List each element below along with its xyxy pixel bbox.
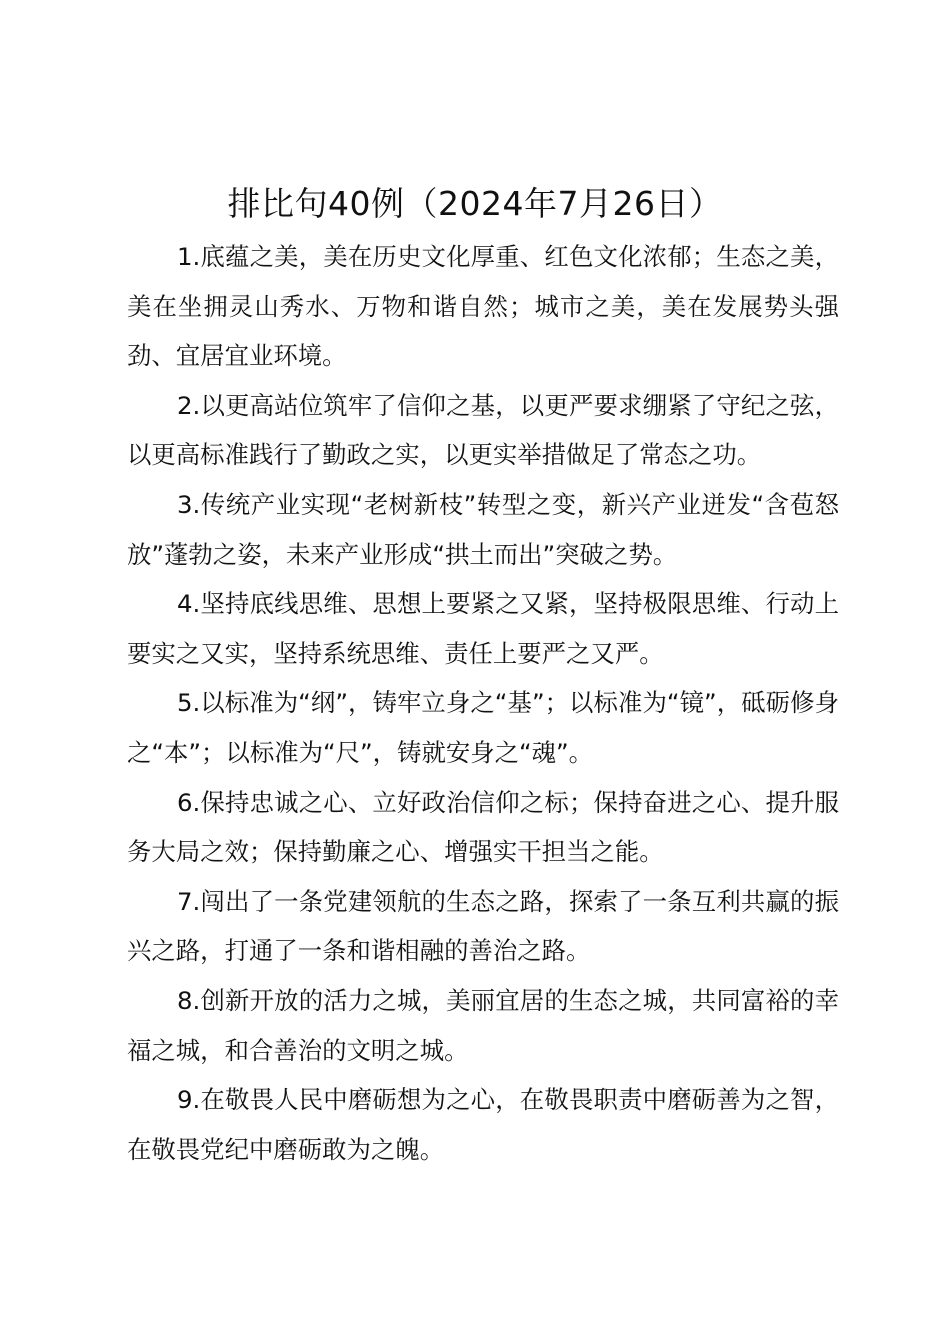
paragraph-7: 7.闯出了一条党建领航的生态之路，探索了一条互利共赢的振兴之路，打通了一条和谐相融的善治之路。 (127, 886, 839, 966)
paragraph-6: 6.保持忠诚之心、立好政治信仰之标；保持奋进之心、提升服务大局之效；保持勤廉之心、增强实干担当之能。 (127, 787, 839, 867)
paragraph-4: 4.坚持底线思维、思想上要紧之又紧，坚持极限思维、行动上要实之又实，坚持系统思维、责任上要严之又严。 (127, 589, 839, 668)
paragraph-8: 8.创新开放的活力之城，美丽宜居的生态之城，共同富裕的幸福之城，和合善治的文明之城。 (127, 985, 839, 1065)
document-title: 排比句40例（2024年7月26日） (227, 184, 723, 223)
paragraph-3: 3.传统产业实现“老树新枝”转型之变，新兴产业迸发“含苞怒放”蓬勃之姿，未来产业形成“拱土而出”突破之势。 (127, 489, 839, 569)
paragraph-2: 2.以更高站位筑牢了信仰之基，以更严要求绷紧了守纪之弦，以更高标准践行了勤政之实，以更实举措做足了常态之功。 (127, 390, 839, 470)
document-body (127, 232, 839, 1174)
paragraph-1: 1.底蕴之美，美在历史文化厚重、红色文化浓郁；生态之美，美在坐拥灵山秀水、万物和谐自然；城市之美，美在发展势头强劲、宜居宜业环境。 (127, 242, 839, 371)
paragraph-9: 9.在敬畏人民中磨砺想为之心，在敬畏职责中磨砺善为之智，在敬畏党纪中磨砺敢为之魄。 (127, 1085, 839, 1164)
paragraph-5: 5.以标准为“纲”，铸牢立身之“基”；以标准为“镜”，砥砺修身之“本”；以标准为“尺”，铸就安身之“魂”。 (127, 688, 839, 767)
